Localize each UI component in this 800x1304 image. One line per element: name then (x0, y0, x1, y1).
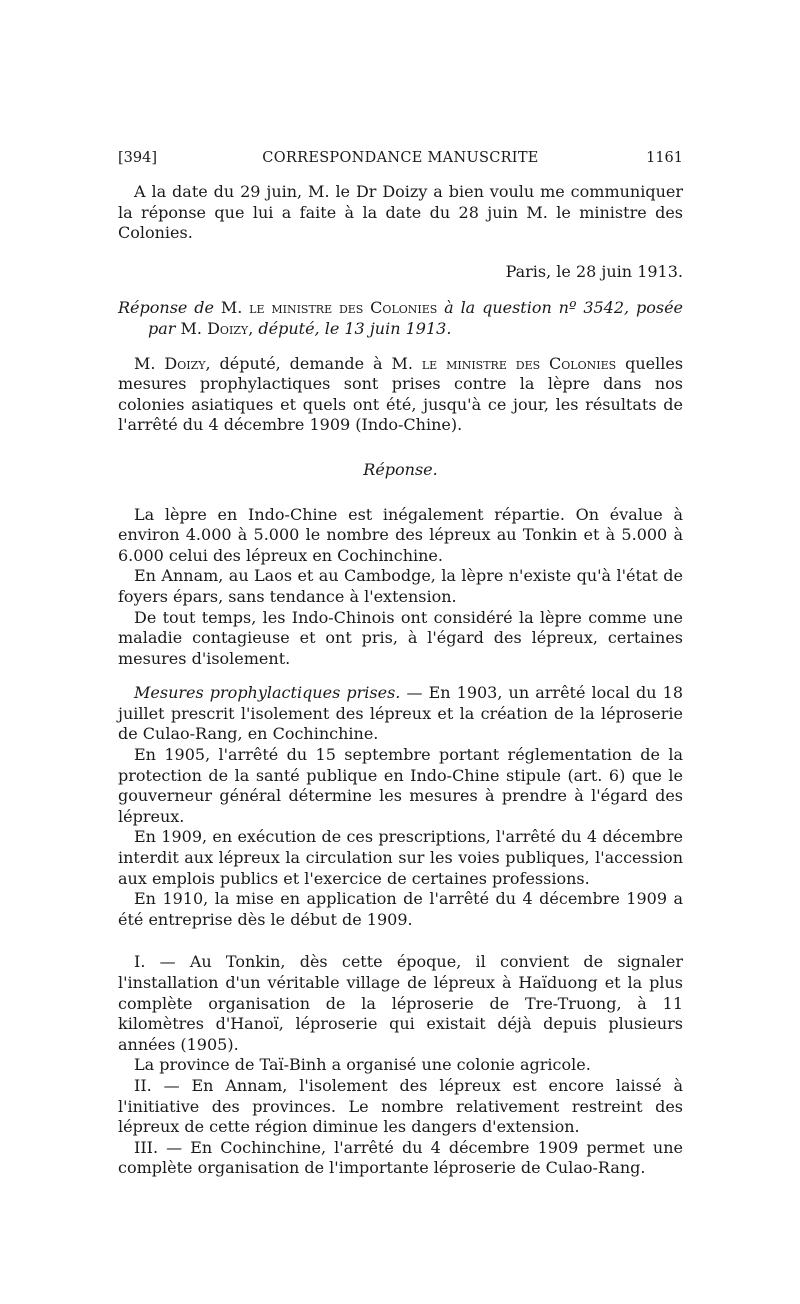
question-reference (118, 298, 683, 339)
q-text2: quelles mesures prophylactiques sont prises contre la lèpre dans nos colonies asiatiques et quels ont été, jusqu'à ce jour, les résultats de l'arrêté du 4 décembre 1909 (Indo-Chine). (118, 353, 684, 435)
ref-m2: M. (180, 318, 202, 338)
question-paragraph (118, 354, 683, 436)
section-tonkin: I. — Au Tonkin, dès cette époque, il convient de signaler l'installation d'un véritable village de lépreux à Haïduong et la plus complète organisation de la léproserie de Tre-Truong, à 11 kilomètres d'Hanoï, léproserie qui existait déjà depuis plusieurs années (1905). (118, 952, 683, 1054)
page-number-bracketed: [394] (118, 150, 157, 166)
paragraph-2: En Annam, au Laos et au Cambodge, la lèpre n'existe qu'à l'état de foyers épars, sans tendance à l'extension. (118, 566, 683, 606)
running-header (118, 150, 683, 174)
paragraph-3: De tout temps, les Indo-Chinois ont considéré la lèpre comme une maladie contagieuse et ont pris, à l'égard des lépreux, certaines mesures d'isolement. (118, 607, 683, 668)
paragraph-6: En 1910, la mise en application de l'arrêté du 4 décembre 1909 a été entreprise dès le début de 1909. (118, 889, 683, 929)
q-m1: M. (134, 353, 156, 373)
paragraph-1: La lèpre en Indo-Chine est inégalement répartie. On évalue à environ 4.000 à 5.000 le nombre des lépreux au Tonkin et à 5.000 à 6.000 celui des lépreux en Cochinchine. (118, 504, 683, 565)
running-title: CORRESPONDANCE MANUSCRITE (262, 150, 539, 166)
dateline: Paris, le 28 juin 1913. (505, 261, 683, 281)
paragraph-4: En 1905, l'arrêté du 15 septembre portant réglementation de la protection de la santé publique en Indo-Chine stipule (art. 6) que le gouverneur général détermine les mesures à prendre à l'égard des lépreux. (118, 745, 683, 826)
page-number: 1161 (646, 150, 683, 166)
section-tai-binh: La province de Taï-Binh a organisé une colonie agricole. (134, 1055, 591, 1075)
paragraph-5: En 1909, en exécution de ces prescriptions, l'arrêté du 4 décembre interdit aux lépreux la circulation sur les voies publiques, l'accession aux emplois publics et l'exercice de certaines professions. (118, 827, 683, 888)
q-minister: le ministre des Colonies (421, 353, 617, 373)
ref-suffix: député, le 13 juin 1913. (258, 318, 452, 338)
ref-minister: le ministre des Colonies (249, 298, 438, 318)
section-annam: II. — En Annam, l'isolement des lépreux est encore laissé à l'initiative des provinces. Le nombre relativement restreint des lépreux de cette région diminue les dangers d'extension. (118, 1075, 683, 1137)
reponse-heading: Réponse. (363, 459, 438, 479)
mesures-heading: Mesures prophylactiques prises. (134, 683, 401, 703)
mesures-text: — En 1903, un arrêté local du 18 juillet prescrit l'isolement des lépreux et la création de la léproserie de Culao-Rang, en Cochinchine. (118, 683, 683, 744)
ref-m1: M. (220, 298, 243, 318)
ref-doizy: Doizy, (207, 318, 254, 338)
q-doizy: Doizy, (164, 353, 211, 373)
mesures-paragraph (118, 683, 683, 745)
q-text1: député, demande à M. (219, 353, 413, 373)
ref-prefix: Réponse de (118, 298, 214, 318)
intro-paragraph: A la date du 29 juin, M. le Dr Doizy a bien voulu me communiquer la réponse que lui a faite à la date du 28 juin M. le ministre des Colonies. (118, 182, 683, 243)
document-body (118, 182, 683, 1179)
section-cochinchine: III. — En Cochinchine, l'arrêté du 4 décembre 1909 permet une complète organisation de l'importante léproserie de Culao-Rang. (118, 1137, 683, 1178)
ref-mid: à la question nº 3542, posée par (148, 298, 684, 338)
